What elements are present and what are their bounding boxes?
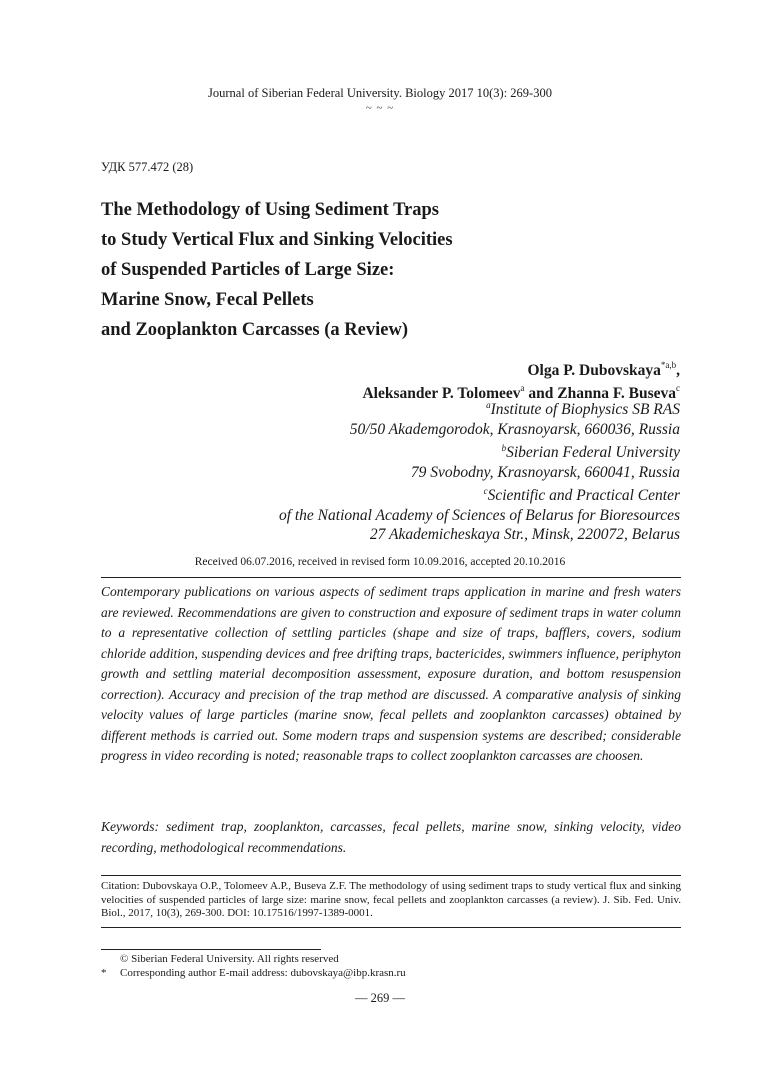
- divider: [101, 577, 681, 578]
- affiliation-text: 27 Akademicheskaya Str., Minsk, 220072, Belarus: [369, 526, 680, 544]
- author-line-1: [362, 357, 680, 380]
- affiliation-text: Siberian Federal University: [506, 444, 680, 462]
- title-line: to Study Vertical Flux and Sinking Velocities: [101, 230, 453, 250]
- affiliation-mark: b: [501, 443, 507, 454]
- header-ornament: ~ ~ ~: [365, 102, 395, 114]
- title-line: and Zooplankton Carcasses (a Review): [101, 320, 408, 340]
- author-affiliation-mark: c: [676, 383, 680, 394]
- abstract: Contemporary publications on various aspects of sediment traps application in marine and fresh waters are reviewed. Recommendations are given to construction and exposure of sediment traps in water column to a representative collection of settling particles (shape and size of traps, bafflers, covers, sodium chloride addition, suspending devices and free drifting traps, bactericides, swimmers influence, periphyton growth and settling material decomposition assessment, exposure duration, and bottom resuspension correction). Accuracy and precision of the trap method are discussed. A comparative analysis of sinking velocity values of large particles (marine snow, fecal pellets and zooplankton carcasses) obtained by different methods is carried out. Some modern traps and suspension systems are described; considerable progress in video recording is noted; reasonable traps to collect zooplankton carcasses are choosen.: [101, 584, 681, 763]
- title-line: of Suspended Particles of Large Size:: [101, 260, 395, 280]
- divider: [101, 875, 681, 876]
- journal-header: Journal of Siberian Federal University. Biology 2017 10(3): 269-300: [208, 86, 552, 100]
- author-name: Aleksander P. Tolomeev: [362, 385, 521, 403]
- affiliation-text: 50/50 Akademgorodok, Krasnoyarsk, 660036, Russia: [349, 420, 680, 438]
- citation: Citation: Dubovskaya O.P., Tolomeev A.P., Buseva Z.F. The methodology of using sediment traps to study vertical flux and sinking velocities of suspended particles of large size: marine snow, fecal pellets and zooplankton carcasses (a review). J. Sib. Fed. Univ. Biol., 2017, 10(3), 269-300. DOI: 10.17516/1997-1389-0001.: [101, 880, 681, 919]
- title-line: The Methodology of Using Sediment Traps: [101, 200, 439, 220]
- corresponding-author-footnote: Corresponding author E-mail address: dubovskaya@ibp.krasn.ru: [120, 967, 406, 979]
- received-dates: Received 06.07.2016, received in revised form 10.09.2016, accepted 20.10.2016: [194, 556, 566, 568]
- affiliation-line: [279, 482, 680, 506]
- author-affiliation-mark: a: [520, 383, 525, 394]
- affiliation-line: [279, 439, 680, 463]
- author-name: Olga P. Dubovskaya: [527, 362, 661, 380]
- affiliation-text: Institute of Biophysics SB RAS: [490, 401, 680, 419]
- author-affiliation-mark: *a,b: [660, 360, 677, 370]
- affiliation-line: [279, 506, 680, 526]
- udk-code: УДК 577.472 (28): [101, 160, 194, 174]
- keywords: Keywords: sediment trap, zooplankton, carcasses, fecal pellets, marine snow, sinking velocity, video recording, methodological recommendations.: [101, 819, 681, 855]
- affiliation-text: 79 Svobodny, Krasnoyarsk, 660041, Russia: [410, 463, 680, 481]
- footnote-divider: [101, 949, 321, 950]
- copyright-footnote: © Siberian Federal University. All rights reserved: [120, 953, 339, 965]
- affiliation-text: Scientific and Practical Center: [487, 487, 680, 505]
- affiliation-line: [279, 396, 680, 420]
- footnote-mark: *: [101, 967, 107, 979]
- affiliation-line: [279, 463, 680, 483]
- affiliation-mark: c: [483, 486, 488, 497]
- affiliation-text: of the National Academy of Sciences of Belarus for Bioresources: [278, 506, 680, 524]
- divider: [101, 927, 681, 928]
- page-number: — 269 —: [355, 991, 405, 1005]
- title-line: Marine Snow, Fecal Pellets: [101, 290, 314, 310]
- affiliations: [279, 396, 680, 545]
- affiliation-line: [279, 420, 680, 440]
- affiliation-line: [279, 525, 680, 545]
- affiliation-mark: a: [486, 400, 491, 410]
- article-title: [101, 195, 661, 345]
- author-separator: ,: [676, 362, 680, 380]
- author-name: and Zhanna F. Buseva: [524, 385, 676, 403]
